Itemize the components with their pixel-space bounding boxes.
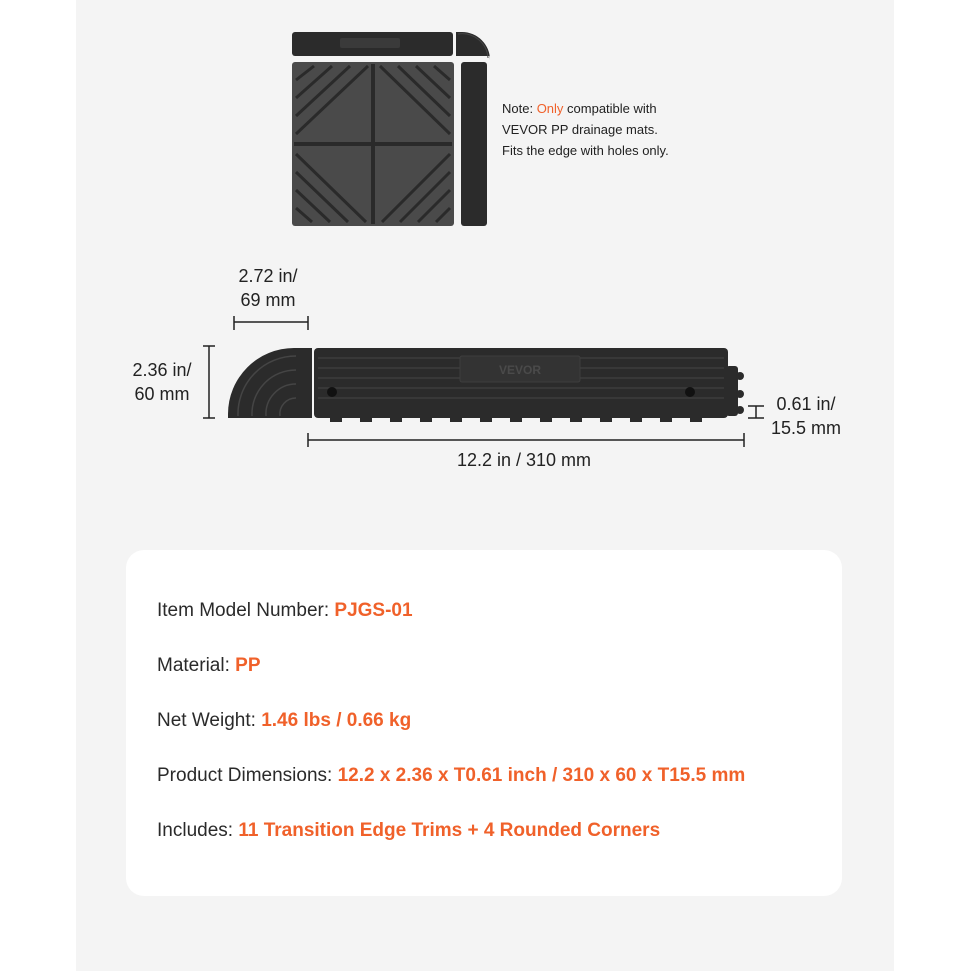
compatibility-note: Note: Only compatible with VEVOR PP drainage mats. Fits the edge with holes only. — [502, 101, 669, 158]
corner-width-label: 2.72 in/ 69 mm — [238, 266, 298, 310]
rounded-corner-piece — [228, 348, 312, 418]
spec-net-weight: Net Weight: 1.46 lbs / 0.66 kg — [157, 710, 412, 731]
spec-material: Material: PP — [157, 655, 261, 676]
spec-includes: Includes: 11 Transition Edge Trims + 4 Rounded Corners — [157, 820, 661, 841]
note-highlight: Only — [536, 101, 564, 116]
length-label: 12.2 in / 310 mm — [456, 450, 592, 470]
spec-product-dimensions: Product Dimensions: 12.2 x 2.36 x T0.61 inch / 310 x 60 x T15.5 mm — [157, 765, 746, 786]
height-label: 2.36 in/ 60 mm — [132, 360, 192, 404]
thickness-label: 0.61 in/ 15.5 mm — [770, 394, 842, 438]
spec-model-number: Item Model Number: PJGS-01 — [157, 600, 413, 621]
connector-tabs — [726, 366, 738, 416]
brand-emboss: VEVOR — [498, 363, 542, 377]
